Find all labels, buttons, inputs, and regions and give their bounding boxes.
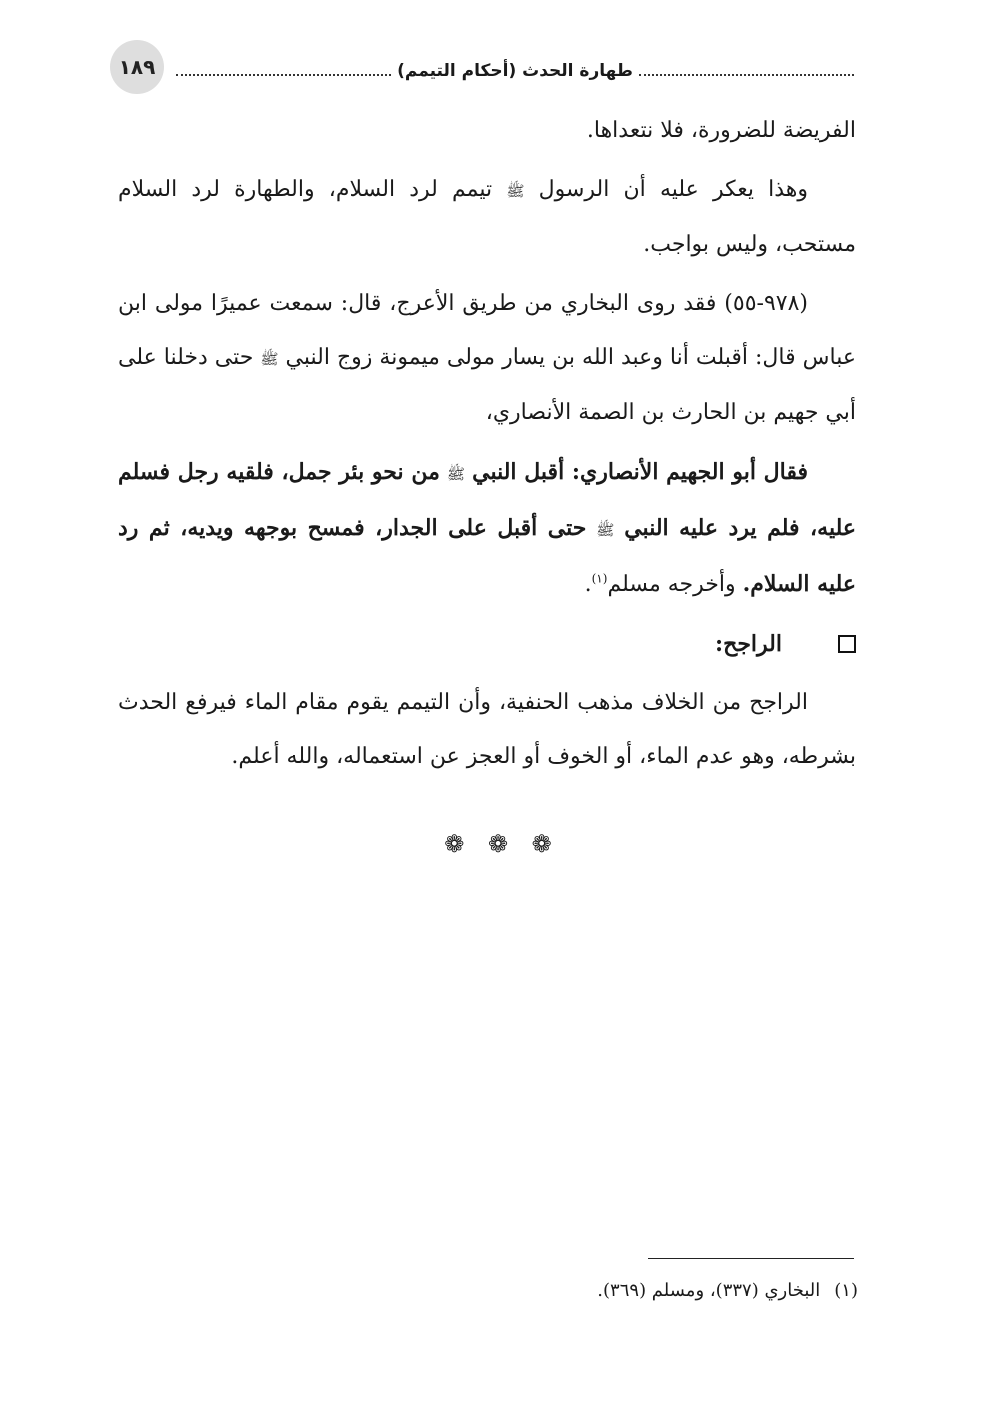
hadith-text-1: فقال أبو الجهيم الأنصاري: أقبل النبي — [472, 459, 808, 485]
footnote-text: البخاري (٣٣٧)، ومسلم (٣٦٩). — [597, 1280, 821, 1301]
running-title: طهارة الحدث (أحكام التيمم) — [397, 61, 633, 81]
hadith-text-2: من نحو بئر جمل، فلقيه رجل فسلم عليه، فلم يرد عليه النبي — [118, 459, 857, 541]
header-dots-right — [639, 74, 854, 76]
footnote-ref[interactable]: (١) — [591, 571, 608, 586]
paragraph-1 — [118, 104, 856, 158]
p2-after: تيمم لرد السلام، والطهارة لرد السلام مستحب، وليس بواجب. — [118, 177, 856, 257]
p2-before: وهذا يعكر عليه أن الرسول — [538, 177, 809, 202]
p1-text: الفريضة للضرورة، فلا نتعداها. — [586, 118, 856, 143]
salawat-symbol: ﷺ — [596, 521, 615, 539]
paragraph-5 — [118, 676, 856, 784]
p3-part1: (٩٧٨-٥٥) فقد روى البخاري من طريق الأعرج، قال: سمعت عميرًا مولى ابن عباس قال: أقبلت أنا وعبد الله بن يسار مولى ميمونة زوج النبي — [118, 291, 856, 370]
section-heading — [118, 617, 856, 671]
page-header — [110, 40, 854, 96]
heading-text: الراجح: — [715, 631, 782, 657]
footnote — [118, 1276, 858, 1306]
salawat-symbol: ﷺ — [260, 350, 279, 368]
p5-text: الراجح من الخلاف مذهب الحنفية، وأن التيمم يقوم مقام الماء فيرفع الحدث بشرطه، وهو عدم الماء، أو الخوف أو العجز عن استعماله، والله أعلم. — [118, 690, 856, 769]
salawat-symbol: ﷺ — [446, 465, 466, 483]
paragraph-2 — [118, 163, 856, 272]
hadith-text-3: حتى أقبل على الجدار، فمسح بوجهه ويديه، ثم رد عليه السلام. — [118, 515, 856, 597]
footnote-divider — [648, 1258, 854, 1259]
p3-part2: حتى دخلنا على أبي جهيم بن الحارث بن الصمة الأنصاري، — [118, 345, 856, 425]
main-text — [118, 104, 856, 789]
square-bullet-icon — [838, 635, 856, 653]
section-separator: ❁ ❁ ❁ — [444, 830, 560, 858]
footnote-number: (١) — [834, 1280, 858, 1301]
header-line — [176, 60, 854, 82]
p4-end: . — [584, 572, 592, 597]
paragraph-3 — [118, 277, 856, 440]
paragraph-4-hadith — [118, 445, 856, 612]
header-dots-left — [176, 74, 391, 76]
takhrij-text: وأخرجه مسلم — [607, 572, 736, 597]
page-number: ١٨٩ — [110, 40, 164, 94]
salawat-symbol: ﷺ — [506, 182, 525, 200]
